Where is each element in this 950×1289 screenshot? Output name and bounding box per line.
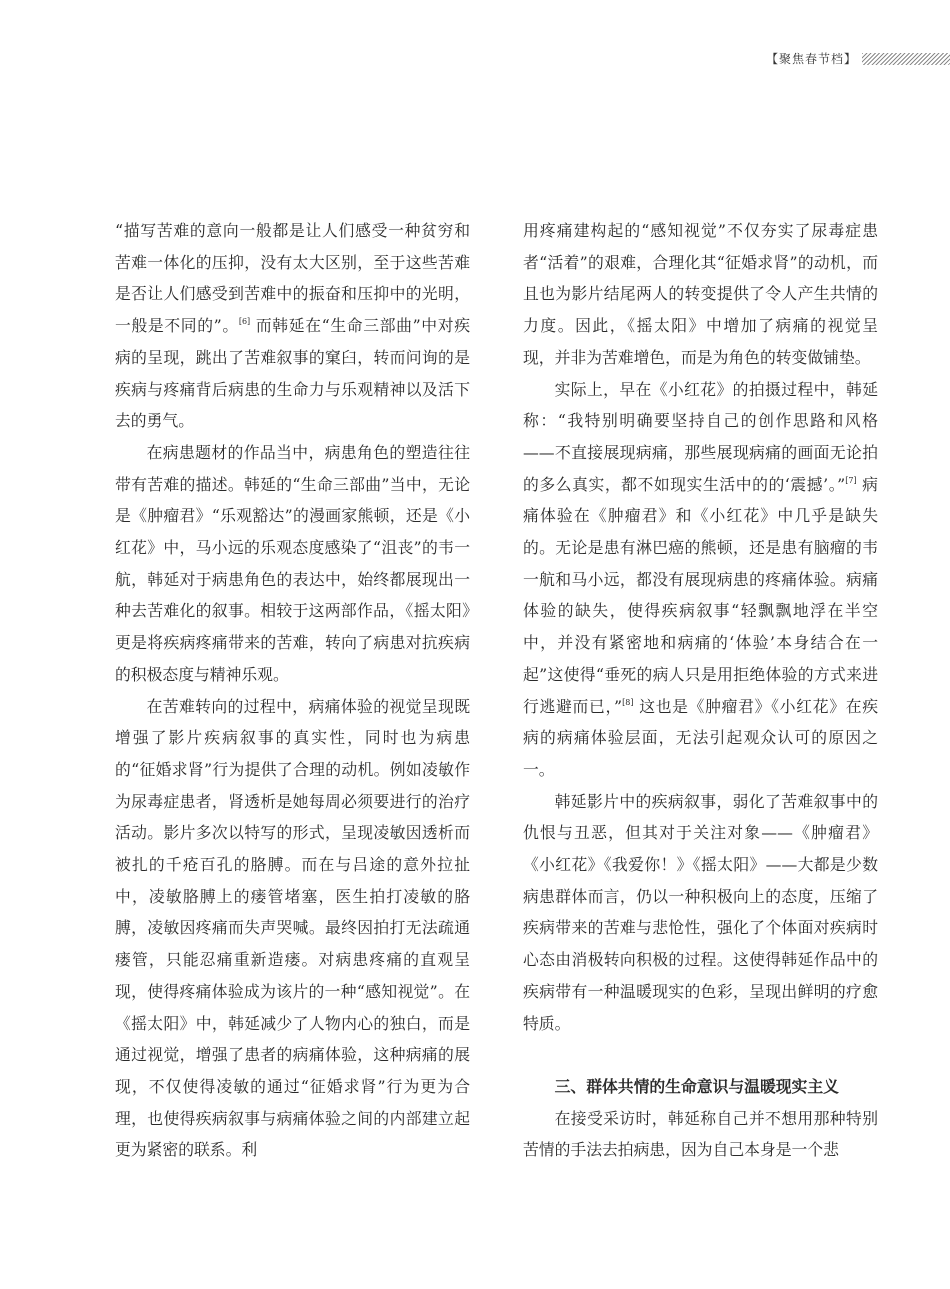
paragraph: 在接受采访时，韩延称自己并不想用那种特别苦情的手法去拍病患，因为自己本身是一个悲 <box>523 1108 878 1160</box>
paragraph-text: 实际上，早在《小红花》的拍摄过程中，韩延称：“我特别明确要坚持自己的创作思路和风格——不直接展现病痛，那些展现病痛的画面无论拍的多么真实，都不如现实生活中的的‘震撼’。” <box>523 379 878 494</box>
reference-mark: [7] <box>845 475 857 485</box>
paragraph-text: 而韩延在“生命三部曲”中对疾病的呈现，跳出了苦难叙事的窠臼，转而问询的是疾病与疼痛背后病患的生命力与乐观精神以及活下去的勇气。 <box>115 316 470 431</box>
section-label: 【聚焦春节档】 <box>765 52 857 66</box>
paragraph: 韩延影片中的疾病叙事，弱化了苦难叙事中的仇恨与丑恶，但其对于关注对象——《肿瘤君》《小红花》《我爱你！》《摇太阳》——大都是少数病患群体而言，仍以一种积极向上的态度，压缩了疾病带来的苦难与悲怆性，强化了个体面对疾病时心态由消极转向积极的过程。这使得韩延作品中的疾病带有一种温暖现实的色彩，呈现出鲜明的疗愈特质。 <box>523 791 878 1033</box>
paragraph-text: 病痛体验在《肿瘤君》和《小红花》中几乎是缺失的。无论是患有淋巴癌的熊顿，还是患有脑瘤的韦一航和马小远，都没有展现病患的疼痛体验。病痛体验的缺失，使得疾病叙事“轻飘飘地浮在半空中，并没有紧密地和病痛的‘体验’本身结合在一起”这使得“垂死的病人只是用拒绝体验的方式来进行逃避而已，” <box>523 474 878 716</box>
paragraph <box>523 374 878 786</box>
paragraph: 在病患题材的作品当中，病患角色的塑造往往带有苦难的描述。韩延的“生命三部曲”当中，无论是《肿瘤君》“乐观豁达”的漫画家熊顿，还是《小红花》中，马小远的乐观态度感染了“沮丧”的韦一航，韩延对于病患角色的表达中，始终都展现出一种去苦难化的叙事。相较于这两部作品，《摇太阳》更是将疾病疼痛带来的苦难，转向了病患对抗疾病的积极态度与精神乐观。 <box>115 442 470 684</box>
left-column <box>115 215 470 1166</box>
paragraph-text: 这也是《肿瘤君》《小红花》在疾病的病痛体验层面，无法引起观众认可的原因之一。 <box>523 696 878 779</box>
paragraph: 在苦难转向的过程中，病痛体验的视觉呈现既增强了影片疾病叙事的真实性，同时也为病患的“征婚求肾”行为提供了合理的动机。例如凌敏作为尿毒症患者，肾透析是她每周必须要进行的治疗活动。影片多次以特写的形式，呈现凌敏因透析而被扎的千疮百孔的胳膊。而在与吕途的意外拉扯中，凌敏胳膊上的瘘管堵塞，医生拍打凌敏的胳膊，凌敏因疼痛而失声哭喊。最终因拍打无法疏通瘘管，只能忍痛重新造瘘。对病患疼痛的直观呈现，使得疼痛体验成为该片的一种“感知视觉”。在《摇太阳》中，韩延减少了人物内心的独白，而是通过视觉，增强了患者的病痛体验，这种病痛的展现，不仅使得凌敏的通过“征婚求肾”行为更为合理，也使得疾病叙事与病痛体验之间的内部建立起更为紧密的联系。利 <box>115 696 470 1160</box>
reference-mark: [6] <box>238 317 251 327</box>
page-header <box>0 50 950 68</box>
right-column <box>523 215 878 1166</box>
paragraph: 用疼痛建构起的“感知视觉”不仅夯实了尿毒症患者“活着”的艰难，合理化其“征婚求肾”的动机，而且也为影片结尾两人的转变提供了令人产生共情的力度。因此，《摇太阳》中增加了病痛的视觉呈现，并非为苦难增色，而是为角色的转变做铺垫。 <box>523 221 878 367</box>
paragraph-text: “描写苦难的意向一般都是让人们感受一种贫穷和苦难一体化的压抑，没有太大区别，至于这些苦难是否让人们感受到苦难中的振奋和压抑中的光明，一般是不同的”。 <box>115 221 470 336</box>
decorative-hatch <box>862 53 950 65</box>
paragraph <box>115 215 470 437</box>
reference-mark: [8] <box>622 697 634 707</box>
section-heading: 三、群体共情的生命意识与温暖现实主义 <box>554 1076 839 1096</box>
